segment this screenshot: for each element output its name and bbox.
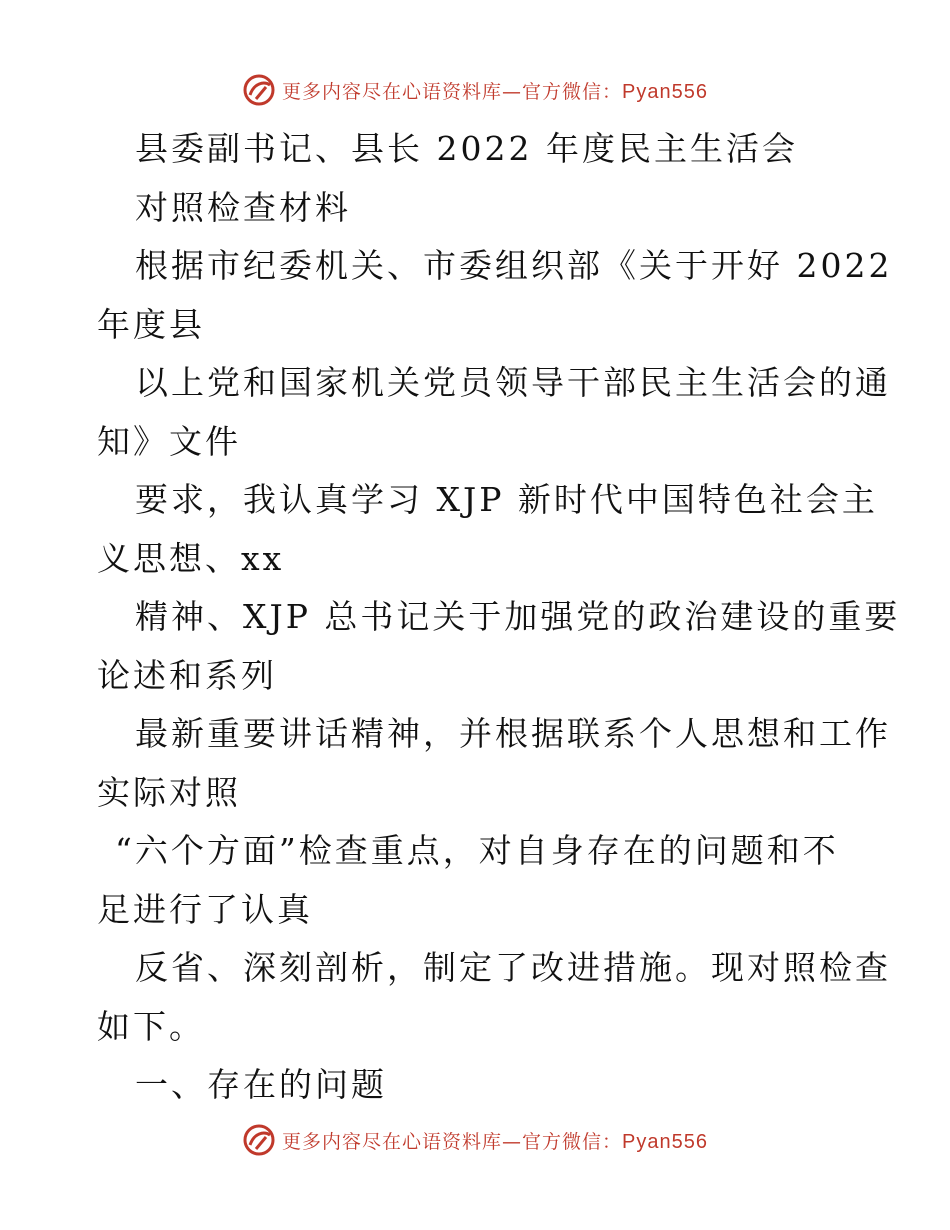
doc-text-line: 义思想、xx xyxy=(97,538,285,578)
doc-text-line: 论述和系列 xyxy=(97,655,277,695)
doc-text-line: 反省、深刻剖析，制定了改进措施。现对照检查 xyxy=(135,948,891,987)
document-body xyxy=(97,120,901,1115)
brand-logo-icon xyxy=(242,1123,276,1157)
doc-text-line: 如下。 xyxy=(97,1006,205,1046)
doc-text-line: 以上党和国家机关党员领导干部民主生活会的通 xyxy=(135,363,891,402)
doc-text-line: 实际对照 xyxy=(97,772,241,812)
doc-text-line: “六个方面”检查重点，对自身存在的问题和不 xyxy=(115,831,839,870)
doc-text-line: 要求，我认真学习 XJP 新时代中国特色社会主 xyxy=(135,480,878,519)
doc-title-line-1: 县委副书记、县长 2022 年度民主生活会 xyxy=(135,129,798,168)
doc-text-line: 精神、XJP 总书记关于加强党的政治建设的重要 xyxy=(135,597,901,636)
banner-text: 更多内容尽在心语资料库—官方微信：Pyan556 xyxy=(282,1130,708,1153)
header-watermark-banner xyxy=(0,70,950,110)
footer-watermark-banner xyxy=(0,1120,950,1160)
banner-wechat-id: Pyan556 xyxy=(622,1130,708,1153)
doc-text-line: 年度县 xyxy=(97,304,205,344)
brand-logo-icon xyxy=(242,73,276,107)
doc-text-line: 最新重要讲话精神，并根据联系个人思想和工作 xyxy=(135,714,891,753)
doc-text-line: 足进行了认真 xyxy=(97,889,313,929)
section-heading: 一、存在的问题 xyxy=(135,1065,387,1104)
banner-wechat-id: Pyan556 xyxy=(622,80,708,103)
doc-title-line-2: 对照检查材料 xyxy=(135,187,351,227)
banner-text: 更多内容尽在心语资料库—官方微信：Pyan556 xyxy=(282,80,708,103)
doc-text-line: 知》文件 xyxy=(97,421,241,461)
doc-text-line: 根据市纪委机关、市委组织部《关于开好 2022 xyxy=(135,246,893,285)
